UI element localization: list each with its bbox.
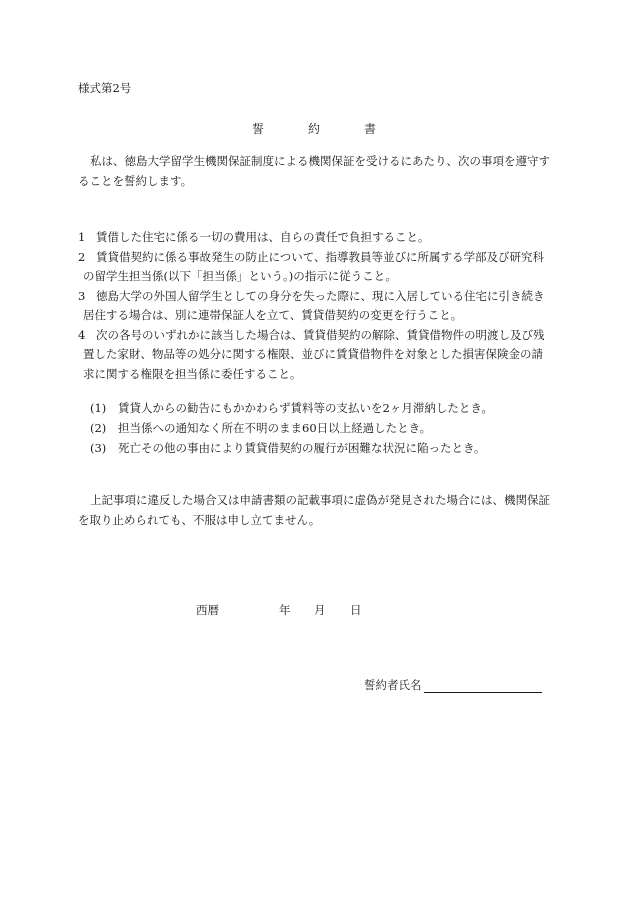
form-number: 様式第2号 [78,81,132,95]
clause-4 [78,326,558,385]
intro-line-1: 私は、徳島大学留学生機関保証制度による機関保証を受けるにあたり、次の事項を遵守 [90,154,539,168]
closing-paragraph [78,491,558,530]
title-char-2: 約 [308,122,321,136]
sub-item-text: 死亡その他の事由により賃貸借契約の履行が困難な状況に陥ったとき。 [118,441,486,455]
date-era-label: 西暦 [196,603,219,617]
signature-block [364,677,542,693]
clause-number: 2 [78,249,86,264]
clause-number: 1 [78,230,86,244]
closing-line-2: 証を取り止められても、不服は申し立てません。 [78,493,550,527]
clause-text: 賃貸借契約に係る事故発生の防止について、指導教員等並びに所属する学部及び研究科 [96,249,545,264]
date-day-label: 日 [350,603,362,617]
sub-item-number: (2) [90,421,107,435]
sub-item-number: (1) [90,401,107,415]
date-year-label: 年 [279,603,291,617]
title-char-1: 誓 [252,122,265,136]
title-char-3: 書 [364,122,377,136]
clause-number: 4 [78,327,86,342]
document-title [252,120,376,137]
clause-text: 賃借した住宅に係る一切の費用は、自らの責任で負担すること。 [96,230,430,244]
sub-item-list [90,398,560,458]
sub-item-number: (3) [90,441,107,455]
signature-line [424,680,542,693]
clause-text: 次の各号のいずれかに該当した場合は、賃貸借契約の解除、賃貸借物件の明渡し及び残 [96,327,545,342]
clause-2 [78,248,558,287]
clause-number: 3 [78,288,86,303]
sub-item-3 [90,438,560,458]
intro-paragraph [78,152,558,191]
clause-3 [78,287,558,326]
clause-list [78,228,558,384]
clause-text-continued: の留学生担当係(以下「担当係」という。)の指示に従うこと。 [83,269,397,283]
sub-item-text: 賃貸人からの勧告にもかかわらず賃料等の支払いを2ヶ月滞納したとき。 [118,401,493,415]
sub-item-text: 担当係への通知なく所在不明のまま60日以上経過したとき。 [118,421,432,435]
clause-text: 徳島大学の外国人留学生としての身分を失った際に、現に入居している住宅に引き続き [96,288,545,303]
clause-text-continued: 求に関する権限を担当係に委任すること。 [83,366,302,381]
closing-line-1: 上記事項に違反した場合又は申請書類の記載事項に虚偽が発見された場合には、機関保 [90,493,539,507]
clause-1 [78,228,558,248]
clause-text-continued: 居住する場合は、別に連帯保証人を立て、賃貸借契約の変更を行うこと。 [83,308,463,322]
sub-item-1 [90,398,560,418]
intro-line-2: することを誓約します。 [78,154,550,188]
sub-item-2 [90,418,560,438]
clause-text-continued: 置した家財、物品等の処分に関する権限、並びに賃貸借物件を対象とした損害保険金の請 [83,347,543,361]
signature-label: 誓約者氏名 [364,678,422,692]
date-month-label: 月 [314,603,326,617]
